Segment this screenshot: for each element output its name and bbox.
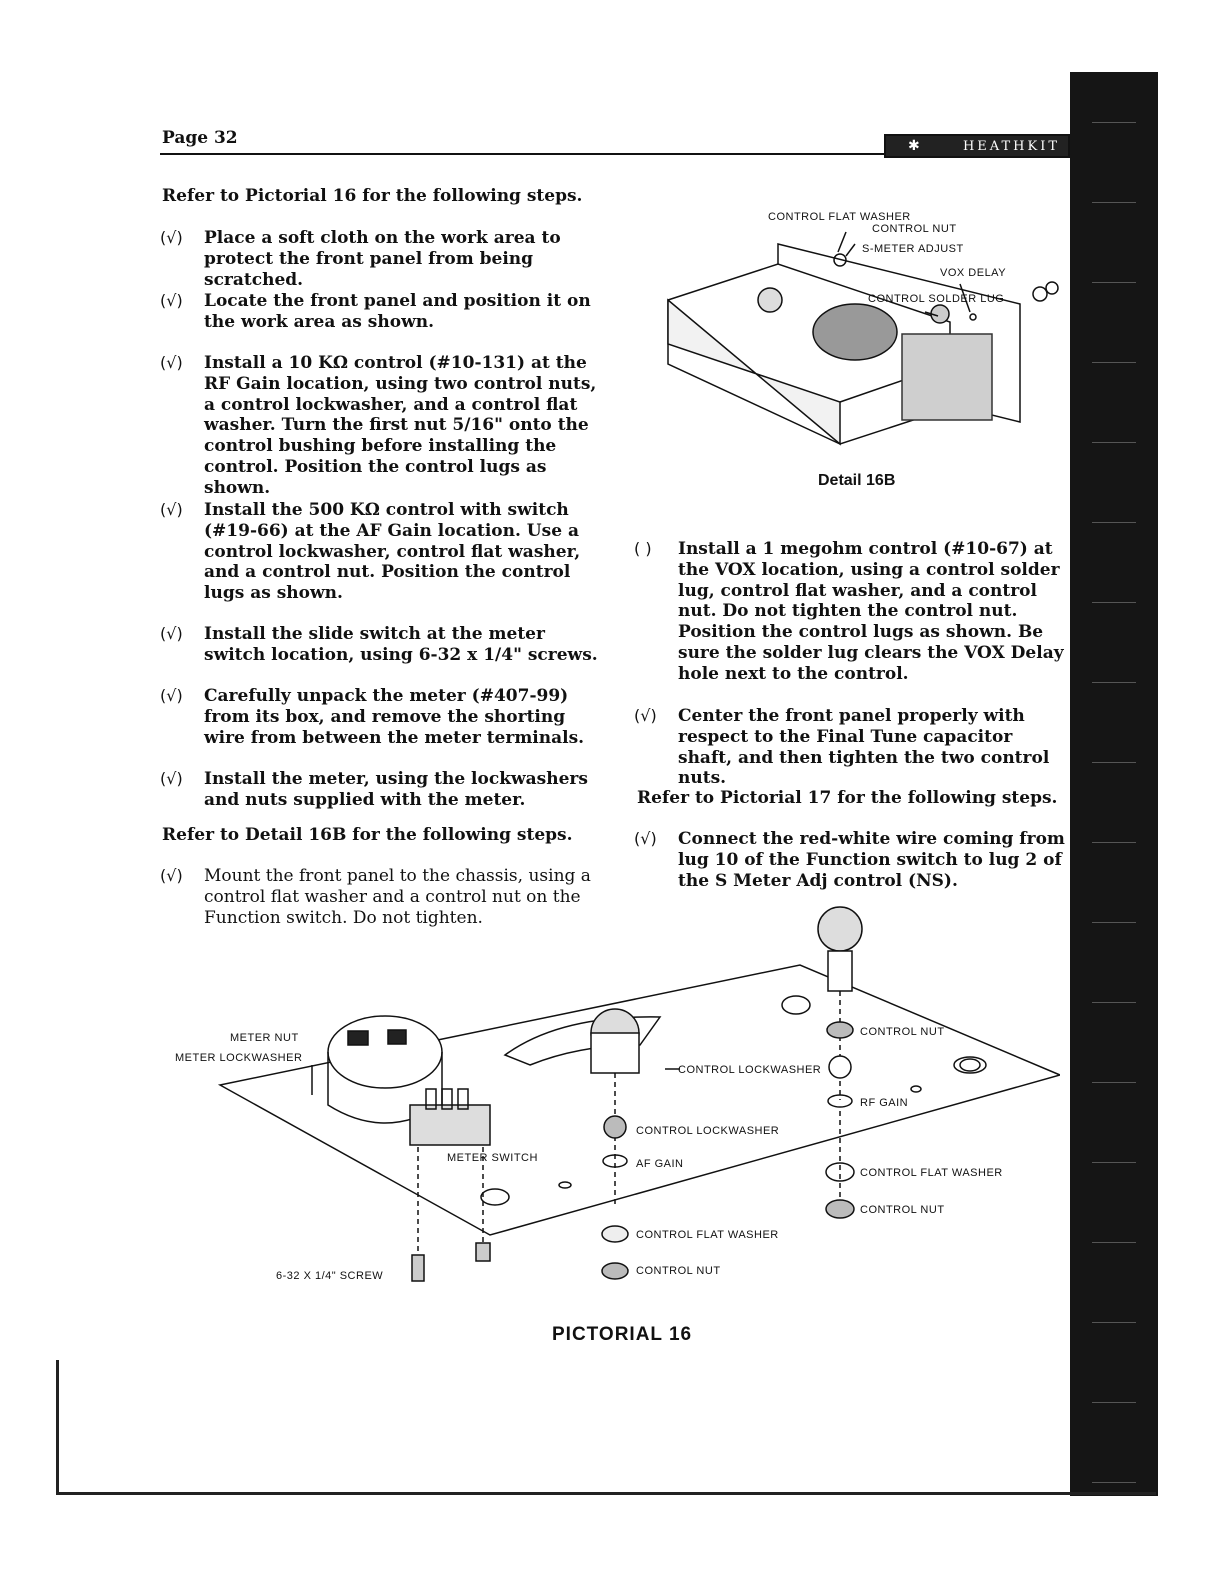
label-control-lockwasher-upper: CONTROL LOCKWASHER: [678, 1064, 822, 1076]
detail-16b-caption: Detail 16B: [818, 472, 896, 489]
pictorial-16-caption: PICTORIAL 16: [552, 1324, 693, 1345]
label-screw: 6-32 X 1/4" SCREW: [276, 1270, 384, 1282]
step-text: Install a 10 KΩ control (#10-131) at the RF Gain location, using two control nuts, a control lockwasher, and a control flat washer. Turn the first nut 5/16" onto the control bushing before installing the control. Position the control lugs as shown.: [204, 353, 597, 498]
label-rf-gain: RF GAIN: [860, 1097, 909, 1109]
step-text: Install the slide switch at the meter switch location, using 6-32 x 1/4" screws.: [204, 624, 598, 665]
step-text: Locate the front panel and position it on the work area as shown.: [204, 291, 591, 332]
label-control-flat-washer: CONTROL FLAT WASHER: [768, 211, 911, 223]
label-s-meter-adjust: S-METER ADJUST: [862, 243, 964, 255]
step-text: Install the meter, using the lockwashers and nuts supplied with the meter.: [204, 769, 588, 810]
label-control-lockwasher-lower: CONTROL LOCKWASHER: [636, 1125, 780, 1137]
star-icon: ✱: [908, 138, 920, 154]
detail-intro: Refer to Detail 16B for the following steps.: [162, 825, 573, 845]
left-step-3: [160, 353, 602, 499]
label-meter-nut: METER NUT: [230, 1032, 299, 1044]
label-control-nut-top: CONTROL NUT: [860, 1026, 945, 1038]
step-checkmark[interactable]: (√): [160, 769, 183, 788]
step-text: Mount the front panel to the chassis, using a control flat washer and a control nut on the Function switch. Do not tighten.: [204, 866, 591, 928]
label-control-nut-right: CONTROL NUT: [860, 1204, 945, 1216]
step-text: Install a 1 megohm control (#10-67) at the VOX location, using a control solder lug, control flat washer, and a control nut. Do not tighten the control nut. Position the control lugs as shown. Be sure the solder lug clears the VOX Delay hole next to the control.: [678, 539, 1064, 684]
step-text: Connect the red-white wire coming from lug 10 of the Function switch to lug 2 of the S Meter Adj control (NS).: [678, 829, 1065, 891]
step-checkmark[interactable]: (√): [160, 866, 183, 885]
label-control-solder-lug: CONTROL SOLDER LUG: [868, 293, 1005, 305]
step-checkmark[interactable]: ( ): [634, 539, 652, 558]
left-step-5: [160, 624, 602, 666]
pictorial-16-illustration: [160, 905, 1060, 1285]
step-checkmark[interactable]: (√): [160, 353, 183, 372]
pictorial17-intro: Refer to Pictorial 17 for the following steps.: [637, 788, 1058, 808]
label-vox-delay: VOX DELAY: [940, 267, 1007, 279]
right-step-3: [634, 829, 1070, 891]
page-border-left: [56, 1360, 59, 1494]
step-checkmark[interactable]: (√): [634, 829, 657, 848]
left-step-2: [160, 291, 602, 333]
label-af-gain: AF GAIN: [636, 1158, 684, 1170]
step-text: Place a soft cloth on the work area to protect the front panel from being scratched.: [204, 228, 561, 290]
step-text: Center the front panel properly with respect to the Final Tune capacitor shaft, and then tighten the two control nuts.: [678, 706, 1050, 789]
left-step-1: [160, 228, 602, 290]
step-checkmark[interactable]: (√): [160, 624, 183, 643]
detail-16b-illustration: [650, 204, 1070, 474]
page-border-bottom: [56, 1492, 1156, 1495]
left-step-6: [160, 686, 602, 748]
left-step-4: [160, 500, 602, 604]
label-control-nut: CONTROL NUT: [872, 223, 957, 235]
label-meter-switch: METER SWITCH: [447, 1152, 538, 1164]
step-checkmark[interactable]: (√): [160, 686, 183, 705]
right-step-1: [634, 539, 1070, 685]
right-step-2: [634, 706, 1070, 789]
step-text: Install the 500 KΩ control with switch (#19-66) at the AF Gain location. Use a control lockwasher, control flat washer, and a control nut. Position the control lugs as shown.: [204, 500, 581, 604]
label-control-flat-washer-left: CONTROL FLAT WASHER: [636, 1229, 779, 1241]
left-intro: Refer to Pictorial 16 for the following steps.: [162, 186, 583, 206]
label-control-nut-left: CONTROL NUT: [636, 1265, 721, 1277]
label-control-flat-washer-right: CONTROL FLAT WASHER: [860, 1167, 1003, 1179]
step-text: Carefully unpack the meter (#407-99) from its box, and remove the shorting wire from between the meter terminals.: [204, 686, 585, 748]
heathkit-logo: [884, 134, 1070, 158]
step-checkmark[interactable]: (√): [160, 291, 183, 310]
left-step-7: [160, 769, 602, 811]
step-checkmark[interactable]: (√): [160, 500, 183, 519]
step-checkmark[interactable]: (√): [160, 228, 183, 247]
label-meter-lockwasher: METER LOCKWASHER: [175, 1052, 303, 1064]
page-number: Page 32: [162, 128, 238, 148]
logo-text: HEATHKIT: [962, 138, 1060, 154]
scanned-edge-strip: [1070, 72, 1158, 1496]
step-checkmark[interactable]: (√): [634, 706, 657, 725]
